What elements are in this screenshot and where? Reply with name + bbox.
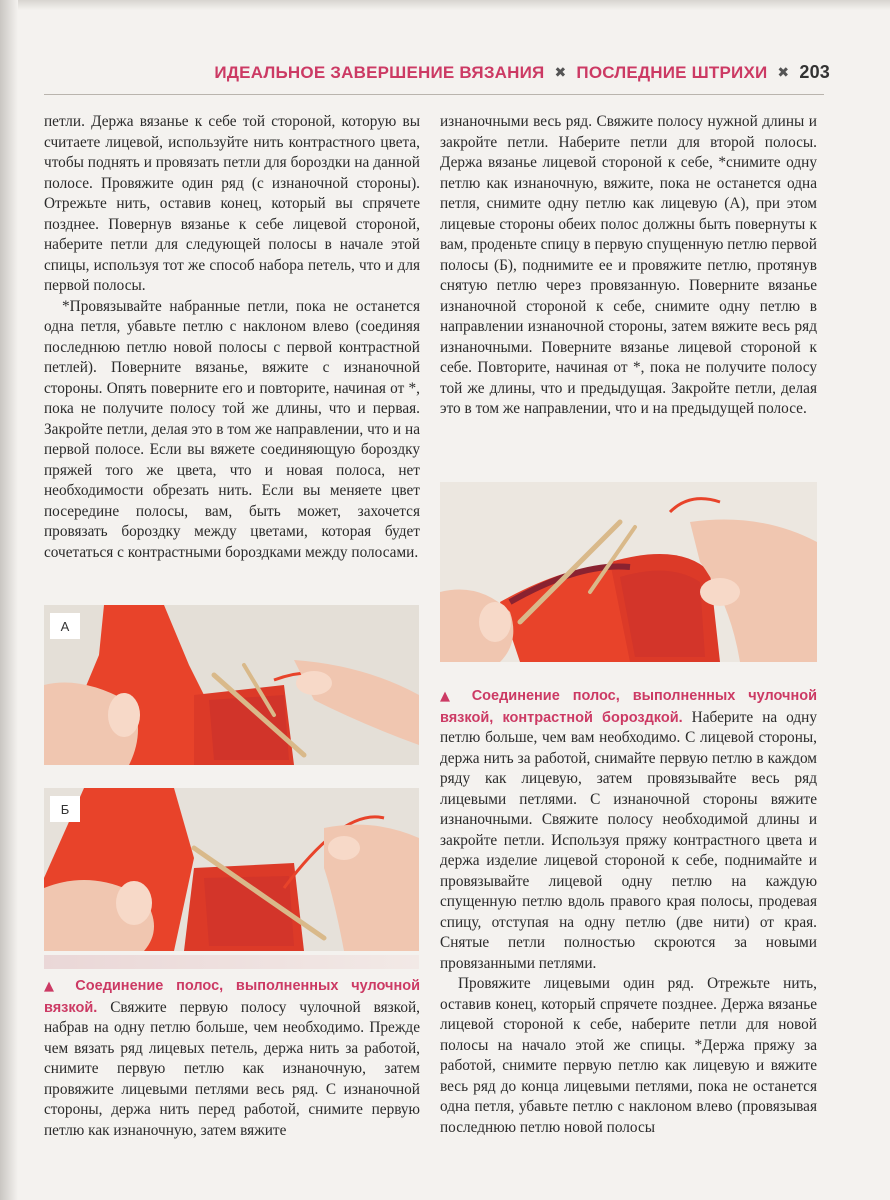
caption-text: Наберите на одну петлю больше, чем вам необходимо. С лицевой стороны, держа нить за работой, снимайте первую петлю в каждом ряду как лицевую, затем провязывайте весь ряд лицевыми петлями. С изнаночной стороны вяжите изнаночными. Свяжите полосу необходимой длины и закройте петли. Используя пряжу контрастного цвета и держа изделие лицевой стороной к себе, поднимайте и провязывайте лицевой одну петлю на каждую спущенную петлю вдоль правого края полосы, продевая спицу, отступая на одну петлю (две нити) от края. Снятые петли полностью скроются за новыми провязанными петлями. (440, 708, 818, 972)
page-gutter-shadow (0, 0, 18, 1200)
photo-label-b: Б (50, 796, 80, 822)
caption-text: Свяжите первую полосу чулочной вязкой, набрав на одну петлю больше, чем необходимо. Прежде чем вязать ряд лицевых петель, держа нить за работой, снимите первую петлю как изнаночную, затем провяжите лицевыми петлями весь ряд. С изнаночной стороны, держа нить перед работой, снимите первую петлю как изнаночную, затем вяжите (44, 998, 420, 1139)
running-header-separator: ✖ (554, 64, 567, 80)
knitting-photo-b (44, 788, 419, 951)
paragraph: *Провязывайте набранные петли, пока не останется одна петля, убавьте петлю с наклоном влево (соединяя последнюю петлю новой полосы с первой контрастной петлей). Поверните вязанье, вяжите с изнаночной стороны. Опять поверните его и повторите, начиная от *, пока не получите полосу той же длины, что и первая. Закройте петли, делая это в том же направлении, что и на первой полосе. Если вы вяжете соединяющую бороздку пряжей того же цвета, что и новая полоса, нет необходимости обрезать нить. Если вы меняете цвет посередине полосы, вам, быть может, захочется провязать бороздку между цветами, которая будет сочетаться с контрастными бороздками между полосами. (44, 297, 420, 561)
knitting-photo-c (440, 482, 817, 662)
left-column-text (44, 112, 420, 563)
triangle-marker-icon: ▲ (44, 979, 63, 994)
photo-bottom-strip (44, 955, 419, 969)
right-column-text (440, 112, 817, 420)
running-header-chapter: ПОСЛЕДНИЕ ШТРИХИ (576, 62, 768, 82)
paragraph: изнаночными весь ряд. Свяжите полосу нужной длины и закройте петли. Наберите петли для второй полосы. Держа вязанье лицевой стороной к себе, *снимите одну петлю как изнаночную, вяжите, пока не останется одна петля, снимите одну петлю как лицевую (А), при этом лицевые стороны обеих полос должны быть повернуты к вам, проденьте спицу в первую спущенную петлю первой полосы (Б), поднимите ее и провяжите петлю, протянув снятую петлю через провязанную. Поверните вязанье изнаночной стороной к себе, снимите одну петлю в направлении изнаночной стороны, затем вяжите весь ряд изнаночными. Поверните вязанье лицевой стороной к себе. Повторите, начиная от *, пока не получите полосу той же длины, что и предыдущая. Закройте петли, делая это в том же направлении, что и на предыдущей полосе. (440, 113, 817, 417)
header-rule (44, 94, 824, 95)
triangle-marker-icon: ▲ (440, 689, 459, 704)
photo-label-a: А (50, 613, 80, 639)
knitting-illustration-a (44, 605, 419, 765)
knitting-illustration-b (44, 788, 419, 951)
running-header-separator-2: ✖ (777, 64, 790, 80)
page-top-shadow (0, 0, 890, 10)
caption-paragraph (44, 976, 420, 1141)
caption-title: Соединение полос, выполненных чулочной вязкой, контрастной бороздкой. (440, 688, 817, 726)
caption-paragraph (440, 686, 817, 974)
running-header (214, 62, 830, 83)
paragraph: петли. Держа вязанье к себе той стороной, которую вы считаете лицевой, используйте нить контрастного цвета, чтобы поднять и провязать петли для бороздки на данной полосе. Провяжите один ряд (с изнаночной стороны). Отрежьте нить, оставив конец, который вы спрячете позднее. Повернув вязанье к себе лицевой стороной, наберите петли для следующей полосы в начале этой спицы, используя тот же способ набора петель, что и для первой полосы. (44, 113, 420, 294)
knitting-illustration-c (440, 482, 817, 662)
caption-title: Соединение полос, выполненных чулочной вязкой. (44, 978, 420, 1016)
running-header-section: ИДЕАЛЬНОЕ ЗАВЕРШЕНИЕ ВЯЗАНИЯ (214, 62, 545, 82)
knitting-photo-a (44, 605, 419, 765)
page-number: 203 (799, 62, 830, 82)
left-caption (44, 976, 420, 1141)
paragraph: Провяжите лицевыми один ряд. Отрежьте нить, оставив конец, который спрячете позднее. Держа вязанье лицевой стороной к себе, наберите петли для новой полосы на начало этой же спицы. *Держа пряжу за работой, снимите первую петлю как лицевую и вяжите весь ряд до конца лицевыми петлями, пока не останется одна петля, убавьте петлю с наклоном влево (провязывая последнюю петлю новой полосы (440, 975, 817, 1136)
right-caption (440, 686, 817, 1138)
